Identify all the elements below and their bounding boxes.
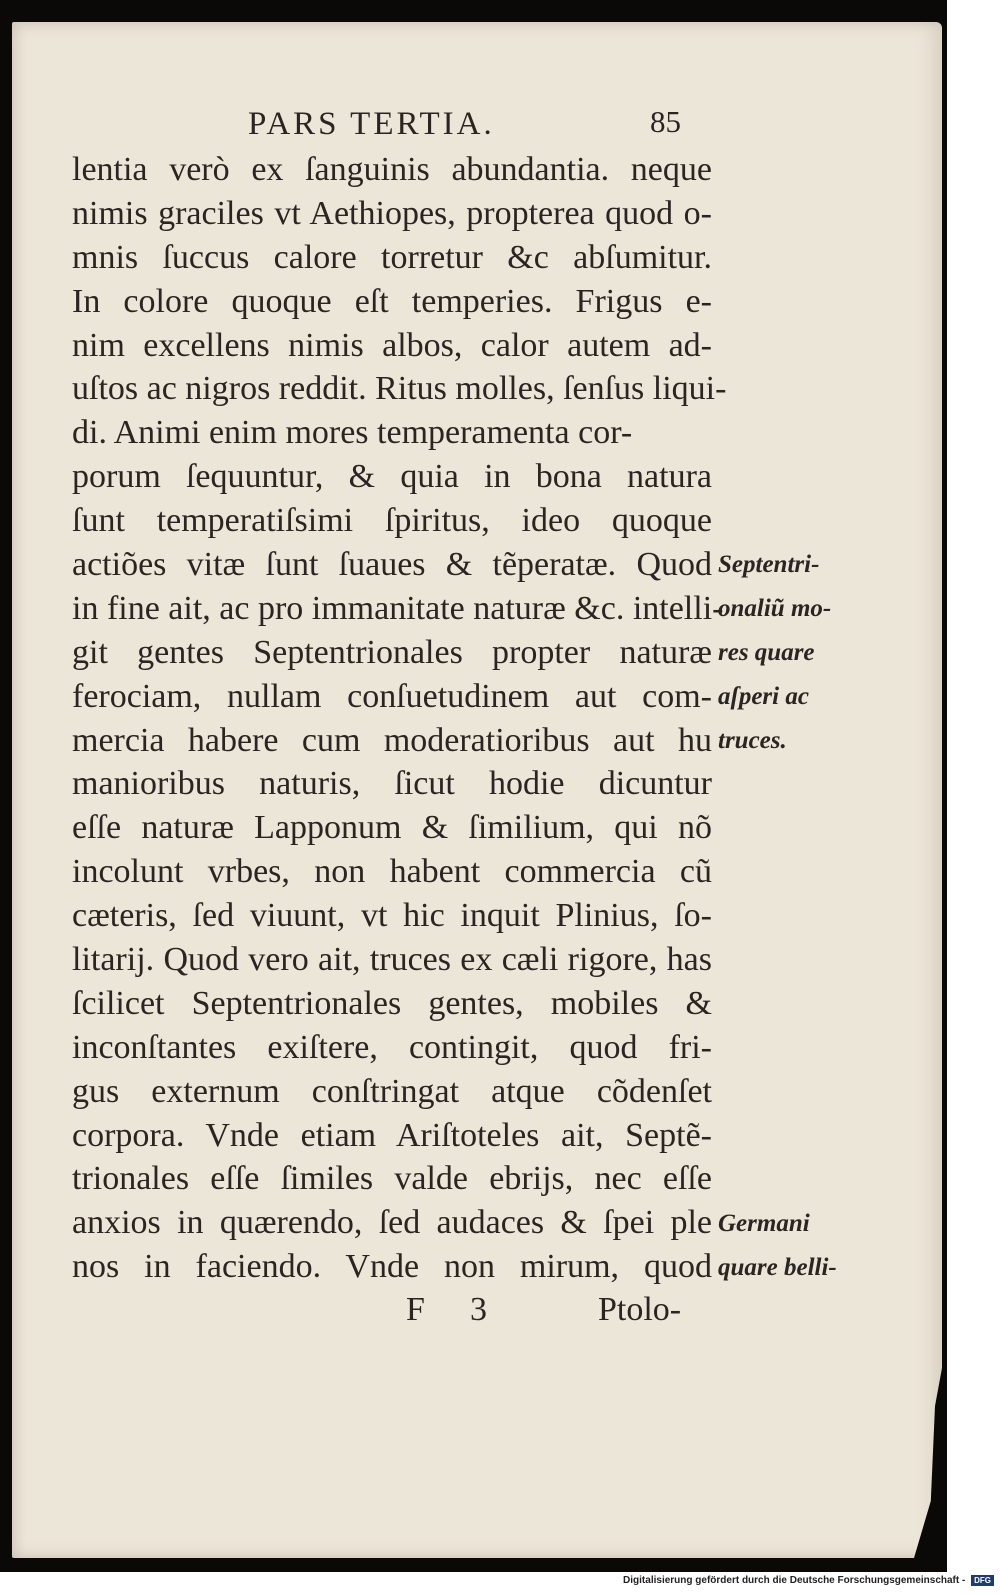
text-line: di. Animi enim mores temperamenta cor- [72, 414, 633, 452]
text-line: ferociam, nullam conſuetudinem aut com- [72, 677, 712, 715]
signature-mark: F [406, 1291, 425, 1328]
text-line: actiões vitæ ſunt ſuaues & tẽperatæ. Quod [72, 546, 712, 584]
marginal-note-line: res quare [718, 638, 815, 666]
text-line: anxios in quærendo, ſed audaces & ſpei ple [72, 1204, 712, 1242]
running-title: PARS TERTIA. [248, 106, 495, 142]
marginal-note [718, 543, 831, 762]
body-text [72, 148, 727, 1289]
text-line: incolunt vrbes, non habent commercia cũ [72, 853, 712, 891]
signature-line [12, 1291, 942, 1335]
text-line: cæteris, ſed viuunt, vt hic inquit Plinius, ſo- [72, 897, 712, 935]
dfg-logo: DFG [971, 1575, 994, 1586]
text-line: manioribus naturis, ſicut hodie dicuntur [72, 765, 712, 803]
page-number: 85 [650, 104, 681, 139]
text-line: git gentes Septentrionales propter naturæ [72, 633, 712, 671]
text-line: in fine ait, ac pro immanitate naturæ &c. intelli- [72, 589, 724, 627]
text-line: trionales eſſe ſimiles valde ebrijs, nec eſſe [72, 1160, 712, 1198]
book-page [12, 22, 942, 1558]
catchword: Ptolo- [598, 1291, 682, 1328]
text-line: mercia habere cum moderatioribus aut hu [72, 721, 712, 759]
text-line: litarij. Quod vero ait, truces ex cæli rigore, has [72, 941, 712, 979]
marginal-note-line: Septentri- [718, 551, 820, 578]
text-line: nimis graciles vt Aethiopes, propterea quod o- [72, 194, 712, 232]
marginal-note-line: onaliũ mo- [718, 594, 832, 622]
text-line: ſunt temperatiſsimi ſpiritus, ideo quoque [72, 502, 712, 540]
marginal-note-line: truces. [718, 726, 787, 754]
text-line: uſtos ac nigros reddit. Ritus molles, ſenſus liqui- [72, 370, 727, 408]
marginal-note-line: quare belli- [718, 1253, 837, 1281]
marginal-note [718, 1202, 837, 1290]
funding-credit-text: Digitalisierung gefördert durch die Deutsche Forschungsgemeinschaft - [623, 1575, 966, 1587]
text-line: nos in faciendo. Vnde non mirum, quod [72, 1248, 712, 1286]
text-line: inconſtantes exiſtere, contingit, quod fri- [72, 1028, 712, 1066]
text-line: porum ſequuntur, & quia in bona natura [72, 458, 712, 496]
text-line: eſſe naturæ Lapponum & ſimilium, qui nõ [72, 809, 712, 847]
text-line: mnis ſuccus calore torretur &c abſumitur. [72, 238, 712, 276]
marginal-note-line: Germani [718, 1210, 810, 1237]
text-line: gus externum conſtringat atque cõdenſet [72, 1072, 712, 1110]
text-line: nim excellens nimis albos, calor autem ad- [72, 326, 712, 364]
funding-credit [623, 1575, 994, 1586]
text-line: lentia verò ex ſanguinis abundantia. neque [72, 151, 712, 188]
text-line: corpora. Vnde etiam Ariſtoteles ait, Septẽ- [72, 1116, 712, 1154]
signature-number: 3 [470, 1291, 487, 1328]
text-line: In colore quoque eſt temperies. Frigus e- [72, 282, 712, 320]
marginal-note-line: aſperi ac [718, 682, 809, 710]
text-line: ſcilicet Septentrionales gentes, mobiles & [72, 984, 712, 1022]
